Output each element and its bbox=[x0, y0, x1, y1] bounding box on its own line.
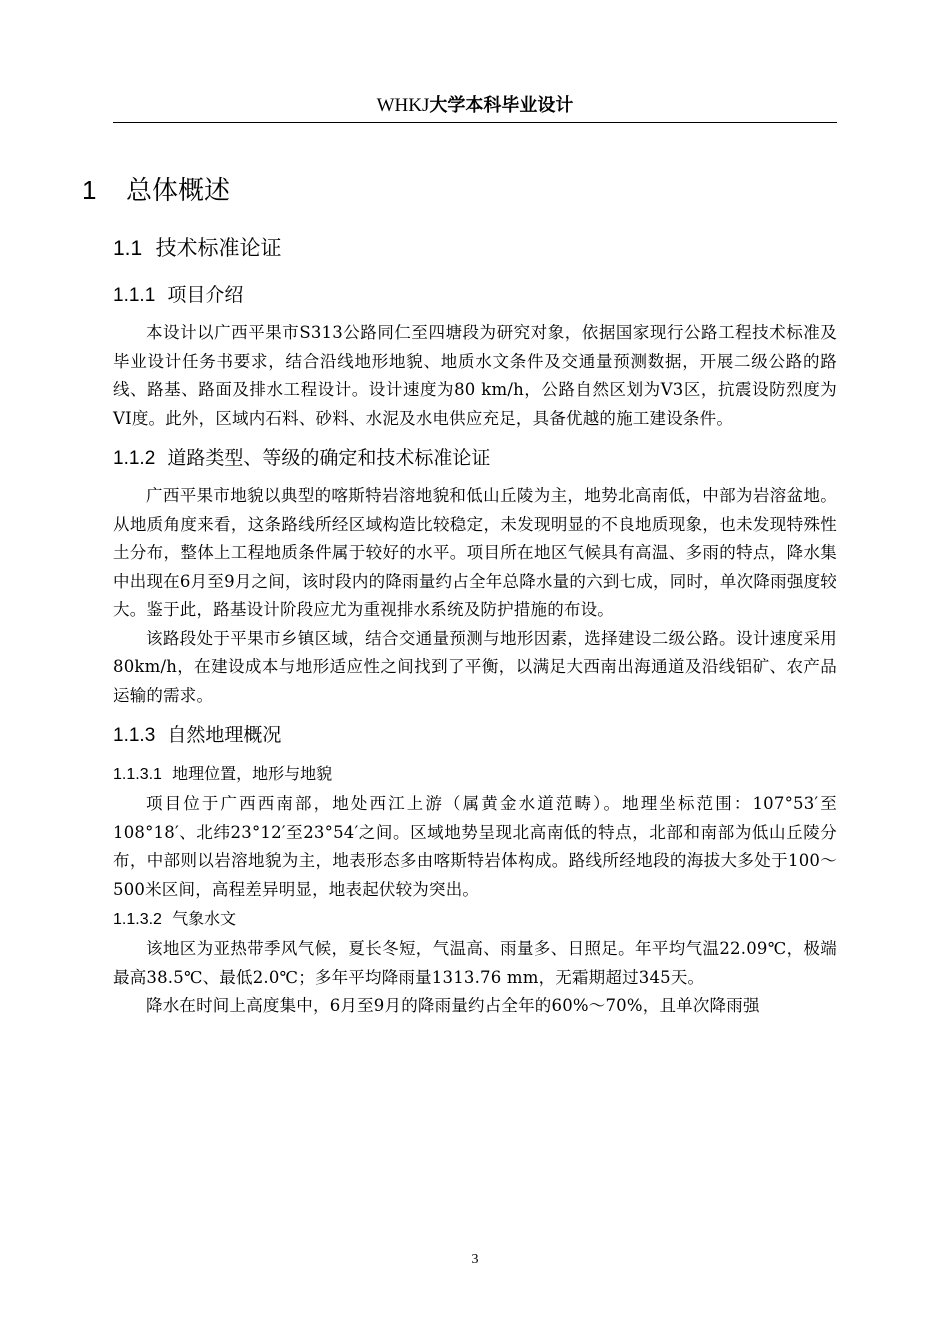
section-number: 1.1 bbox=[113, 237, 143, 260]
subsection-title: 项目介绍 bbox=[167, 284, 244, 306]
paragraph-geography: 项目位于广西西南部，地处西江上游（属黄金水道范畴）。地理坐标范围：107°53′至108°18′、北纬23°12′至23°54′之间。区域地势呈现北高南低的特点，北部和南部为低山丘陵分布，中部则以岩溶地貌为主，地表形态多由喀斯特岩体构成。路线所经地段的海拔大多处于100～500米区间，高程差异明显，地表起伏较为突出。 bbox=[113, 794, 837, 899]
header-latin: WHKJ bbox=[376, 95, 430, 116]
subsubsection-heading-1-1-3-1 bbox=[113, 759, 837, 790]
document-body bbox=[82, 168, 837, 1021]
subsection-title: 道路类型、等级的确定和技术标准论证 bbox=[167, 447, 491, 469]
subsubsection-heading-1-1-3-2 bbox=[113, 904, 837, 935]
page-header bbox=[113, 92, 837, 123]
paragraph-project-intro: 本设计以广西平果市S313公路同仁至四塘段为研究对象，依据国家现行公路工程技术标准及毕业设计任务书要求，结合沿线地形地貌、地质水文条件及交通量预测数据，开展二级公路的路线、路基、路面及排水工程设计。设计速度为80 km/h，公路自然区划为V3区，抗震设防烈度为VI度。此外，区域内石料、砂料、水泥及水电供应充足，具备优越的施工建设条件。 bbox=[113, 323, 837, 428]
subsection-number: 1.1.3 bbox=[113, 725, 156, 746]
subsection-number: 1.1.2 bbox=[113, 448, 156, 469]
header-chinese: 大学本科毕业设计 bbox=[429, 95, 574, 116]
subsubsection-number: 1.1.3.1 bbox=[113, 766, 162, 783]
section-title: 技术标准论证 bbox=[155, 236, 282, 260]
subsection-heading-1-1-2 bbox=[113, 441, 837, 476]
paragraph-climate-2: 降水在时间上高度集中，6月至9月的降雨量约占全年的60%～70%，且单次降雨强 bbox=[146, 996, 760, 1015]
subsubsection-number: 1.1.3.2 bbox=[113, 911, 162, 928]
section-heading-1-1 bbox=[113, 231, 837, 266]
paragraph-road-type-1: 广西平果市地貌以典型的喀斯特岩溶地貌和低山丘陵为主，地势北高南低，中部为岩溶盆地。从地质角度来看，这条路线所经区域构造比较稳定，未发现明显的不良地质现象，也未发现特殊性土分布，整体上工程地质条件属于较好的水平。项目所在地区气候具有高温、多雨的特点，降水集中出现在6月至9月之间，该时段内的降雨量约占全年总降水量的六到七成，同时，单次降雨强度较大。鉴于此，路基设计阶段应尤为重视排水系统及防护措施的布设。 bbox=[113, 486, 837, 619]
subsection-heading-1-1-1 bbox=[113, 278, 837, 313]
subsubsection-title: 地理位置，地形与地貌 bbox=[172, 764, 333, 783]
subsection-number: 1.1.1 bbox=[113, 285, 156, 306]
page-number: 3 bbox=[471, 1252, 479, 1267]
subsection-title: 自然地理概况 bbox=[167, 724, 282, 746]
chapter-title: 总体概述 bbox=[126, 176, 231, 206]
paragraph-climate-1: 该地区为亚热带季风气候，夏长冬短，气温高、雨量多、日照足。年平均气温22.09℃，极端最高38.5℃、最低2.0℃；多年平均降雨量1313.76 mm，无霜期超过345天。 bbox=[113, 939, 837, 987]
subsection-heading-1-1-3 bbox=[113, 718, 837, 753]
chapter-number: 1 bbox=[82, 175, 97, 205]
paragraph-road-type-2: 该路段处于平果市乡镇区域，结合交通量预测与地形因素，选择建设二级公路。设计速度采用 80km/h，在建设成本与地形适应性之间找到了平衡，以满足大西南出海通道及沿线铝矿、农产品运输的需求。 bbox=[113, 628, 837, 705]
chapter-heading bbox=[82, 168, 837, 213]
subsubsection-title: 气象水文 bbox=[172, 909, 237, 928]
